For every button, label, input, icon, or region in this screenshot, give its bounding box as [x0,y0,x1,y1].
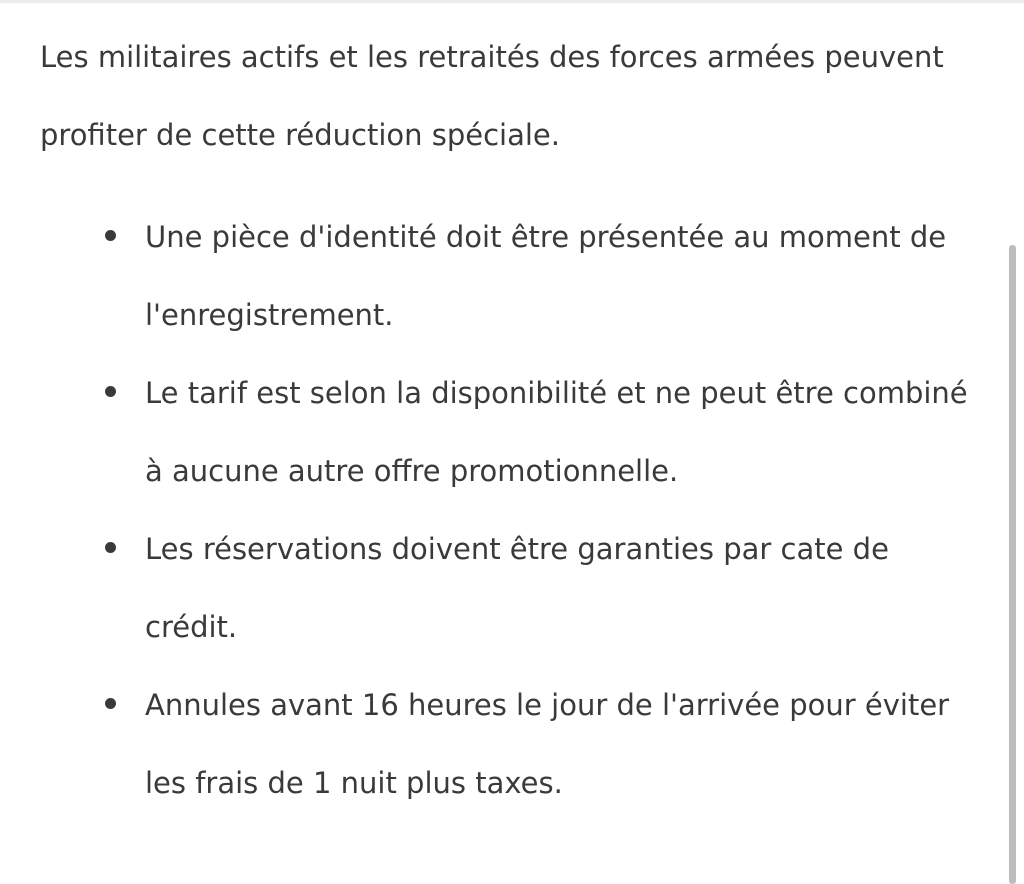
intro-paragraph: Les militaires actifs et les retraités des forces armées peuvent profiter de cette réduction spéciale. [40,40,944,152]
bullet-icon [105,386,116,397]
bullet-icon [105,230,116,241]
list-item-text: Une pièce d'identité doit être présentée au moment de l'enregistrement. [145,220,947,332]
scrollbar[interactable] [1009,245,1016,884]
top-divider [0,0,1024,3]
list-item-text: Annules avant 16 heures le jour de l'arrivée pour éviter les frais de 1 nuit plus taxes. [145,688,950,800]
conditions-list [40,198,990,822]
list-item [40,666,975,822]
list-item-text: Le tarif est selon la disponibilité et ne peut être combiné à aucune autre offre promotionnelle. [145,376,968,488]
list-item-text: Les réservations doivent être garanties par cate de crédit. [145,532,889,644]
scrollbar-thumb[interactable] [1009,245,1016,884]
list-item [40,510,975,666]
article-content [40,18,990,822]
bullet-icon [105,698,116,709]
list-item [40,198,975,354]
list-item [40,354,975,510]
bullet-icon [105,542,116,553]
